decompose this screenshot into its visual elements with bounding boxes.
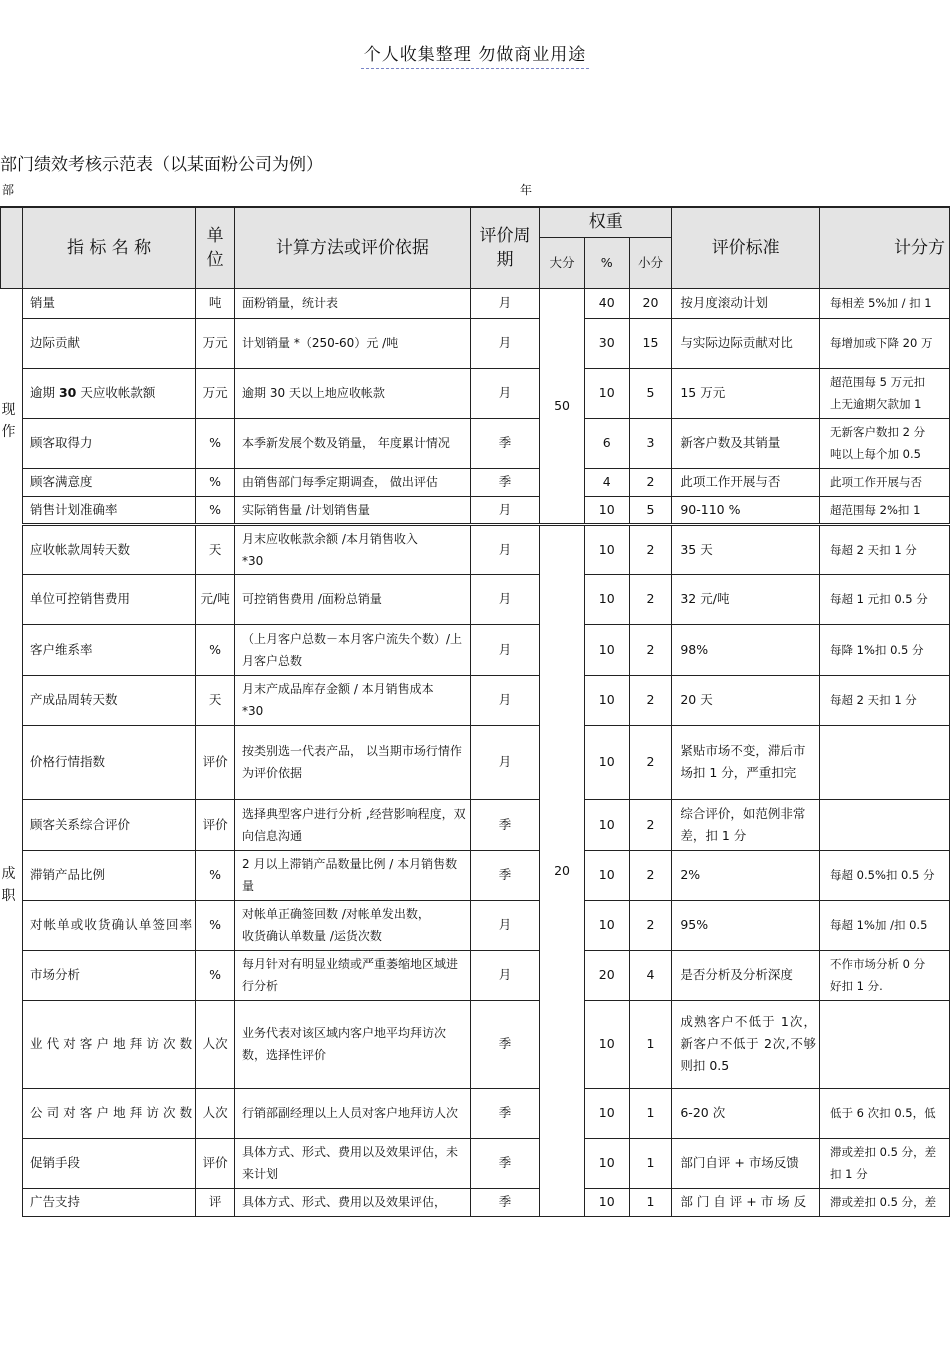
- row-small: 2: [629, 468, 672, 496]
- header-weight-small: 小分: [629, 237, 672, 288]
- row-period: 季: [470, 1088, 539, 1138]
- row-unit: %: [196, 496, 235, 524]
- row-period: 季: [470, 418, 539, 468]
- row-unit: %: [196, 624, 235, 675]
- row-pct: 10: [584, 850, 629, 900]
- row-method: 2 月以上滞销产品数量比例 / 本月销售数量: [235, 850, 471, 900]
- table-row: [1, 574, 950, 624]
- row-standard: 2%: [672, 850, 820, 900]
- row-method: 月末应收帐款余额 /本月销售收入 *30: [235, 524, 471, 574]
- category-label-1: 现作: [1, 402, 16, 441]
- row-method: 计划销量 *（250-60）元 /吨: [235, 318, 471, 368]
- category-cell-1: [1, 288, 23, 524]
- row-period: 月: [470, 318, 539, 368]
- row-pct: 40: [584, 288, 629, 318]
- row-standard: 部 门 自 评 + 市 场 反: [672, 1188, 820, 1216]
- row-small: 3: [629, 418, 672, 468]
- row-score: 此项工作开展与否: [820, 468, 950, 496]
- table-row: [1, 496, 950, 524]
- row-small: 2: [629, 799, 672, 850]
- row-method: 具体方式、形式、费用以及效果评估，未来计划: [235, 1138, 471, 1188]
- row-pct: 10: [584, 1188, 629, 1216]
- row-standard: 20 天: [672, 675, 820, 725]
- row-small: 5: [629, 368, 672, 418]
- row-standard: 95%: [672, 900, 820, 950]
- row-small: 4: [629, 950, 672, 1000]
- row-unit: 元/吨: [196, 574, 235, 624]
- row-method: 对帐单正确签回数 /对帐单发出数， 收货确认单数量 /运货次数: [235, 900, 471, 950]
- category-label-2: 成职: [1, 865, 16, 904]
- row-name: 滞销产品比例: [22, 850, 195, 900]
- header-weight-pct: %: [584, 237, 629, 288]
- row-standard: 90-110 %: [672, 496, 820, 524]
- row-small: 5: [629, 496, 672, 524]
- header-method: 计算方法或评价依据: [235, 207, 471, 288]
- row-method: 具体方式、形式、费用以及效果评估，: [235, 1188, 471, 1216]
- row-score: 每超 2 天扣 1 分: [820, 675, 950, 725]
- header-name: 指 标 名 称: [22, 207, 195, 288]
- row-pct: 10: [584, 799, 629, 850]
- row-name: 促销手段: [22, 1138, 195, 1188]
- row-name: 边际贡献: [22, 318, 195, 368]
- table-row: [1, 1188, 950, 1216]
- row-method: 选择典型客户进行分析 ,经营影响程度，双向信息沟通: [235, 799, 471, 850]
- table-row: [1, 624, 950, 675]
- row-unit: %: [196, 468, 235, 496]
- row-score: 滞或差扣 0.5 分，差: [820, 1188, 950, 1216]
- row-standard: 与实际边际贡献对比: [672, 318, 820, 368]
- row-standard: 32 元/吨: [672, 574, 820, 624]
- row-small: 1: [629, 1138, 672, 1188]
- table-row: [1, 368, 950, 418]
- row-unit: %: [196, 850, 235, 900]
- table-row: [1, 799, 950, 850]
- row-pct: 10: [584, 524, 629, 574]
- row-unit: 人次: [196, 1088, 235, 1138]
- row-standard: 98%: [672, 624, 820, 675]
- row-standard: 综合评价，如范例非常差，扣 1 分: [672, 799, 820, 850]
- row-pct: 30: [584, 318, 629, 368]
- row-pct: 10: [584, 1088, 629, 1138]
- row-unit: 评: [196, 1188, 235, 1216]
- row-method: 每月针对有明显业绩或严重萎缩地区域进行分析: [235, 950, 471, 1000]
- table-row: [1, 1000, 950, 1088]
- row-unit: %: [196, 950, 235, 1000]
- row-pct: 6: [584, 418, 629, 468]
- row-standard: 新客户数及其销量: [672, 418, 820, 468]
- row-standard: 15 万元: [672, 368, 820, 418]
- row-pct: 10: [584, 496, 629, 524]
- row-unit: %: [196, 418, 235, 468]
- row-score: 每相差 5%加 / 扣 1: [820, 288, 950, 318]
- row-score: 超范围每 2%扣 1: [820, 496, 950, 524]
- row-score: 每超 0.5%扣 0.5 分: [820, 850, 950, 900]
- header-weight: 权重: [540, 207, 672, 237]
- row-name: 市场分析: [22, 950, 195, 1000]
- row-method: 行销部副经理以上人员对客户地拜访人次: [235, 1088, 471, 1138]
- row-pct: 10: [584, 368, 629, 418]
- row-standard: 紧贴市场不变，滞后市场扣 1 分，严重扣完: [672, 725, 820, 799]
- row-score: 低于 6 次扣 0.5，低: [820, 1088, 950, 1138]
- row-pct: 20: [584, 950, 629, 1000]
- row-unit: 万元: [196, 318, 235, 368]
- row-small: 1: [629, 1088, 672, 1138]
- row-method: 本季新发展个数及销量， 年度累计情况: [235, 418, 471, 468]
- row-score: 每降 1%扣 0.5 分: [820, 624, 950, 675]
- row-standard: 是否分析及分析深度: [672, 950, 820, 1000]
- row-name-pre: 逾期: [29, 385, 59, 400]
- table-row: [1, 468, 950, 496]
- row-period: 月: [470, 496, 539, 524]
- row-pct: 10: [584, 574, 629, 624]
- table-row: [1, 675, 950, 725]
- row-score: 超范围每 5 万元扣 上无逾期欠款加 1: [820, 368, 950, 418]
- row-score: 滞或差扣 0.5 分，差 扣 1 分: [820, 1138, 950, 1188]
- row-standard: 成熟客户不低于 1次，新客户不低于 2次,不够则扣 0.5: [672, 1000, 820, 1088]
- row-period: 月: [470, 574, 539, 624]
- row-period: 月: [470, 288, 539, 318]
- row-small: 2: [629, 900, 672, 950]
- row-method: 按类别选一代表产品， 以当期市场行情作为评价依据: [235, 725, 471, 799]
- row-name: 产成品周转天数: [22, 675, 195, 725]
- row-pct: 10: [584, 675, 629, 725]
- row-score: 每超 1 元扣 0.5 分: [820, 574, 950, 624]
- row-name: 客户维系率: [22, 624, 195, 675]
- row-period: 月: [470, 524, 539, 574]
- row-pct: 10: [584, 1000, 629, 1088]
- row-name-post: 天应收帐款额: [76, 385, 156, 400]
- row-method: （上月客户总数－本月客户流失个数）/上月客户总数: [235, 624, 471, 675]
- row-unit: 评价: [196, 725, 235, 799]
- row-method: 实际销售量 /计划销售量: [235, 496, 471, 524]
- header-row: [1, 207, 950, 237]
- row-method: 逾期 30 天以上地应收帐款: [235, 368, 471, 418]
- header-weight-big: 大分: [540, 237, 585, 288]
- document-title: 部门绩效考核示范表（以某面粉公司为例）: [0, 155, 323, 175]
- row-score: 每超 2 天扣 1 分: [820, 524, 950, 574]
- header-score: 计分方: [820, 207, 950, 288]
- row-period: 季: [470, 1000, 539, 1088]
- row-score: 无新客户数扣 2 分 吨以上每个加 0.5: [820, 418, 950, 468]
- table-row: [1, 1138, 950, 1188]
- big-weight-2: 20: [540, 524, 585, 1216]
- row-name: 对帐单或收货确认单签回率: [22, 900, 195, 950]
- row-period: 月: [470, 675, 539, 725]
- row-unit: %: [196, 900, 235, 950]
- row-small: 1: [629, 1188, 672, 1216]
- header-category-cell: [1, 207, 23, 288]
- table-row: [1, 418, 950, 468]
- row-method: 面粉销量，统计表: [235, 288, 471, 318]
- kpi-table: [0, 206, 950, 1217]
- row-name: 广告支持: [22, 1188, 195, 1216]
- row-unit: 评价: [196, 799, 235, 850]
- row-period: 季: [470, 799, 539, 850]
- row-name: 公司对客户地拜访次数: [22, 1088, 195, 1138]
- row-method: 可控销售费用 /面粉总销量: [235, 574, 471, 624]
- row-pct: 10: [584, 624, 629, 675]
- row-period: 月: [470, 624, 539, 675]
- big-weight-1: 50: [540, 288, 585, 524]
- row-unit: 吨: [196, 288, 235, 318]
- header-note: [0, 40, 950, 65]
- row-pct: 10: [584, 725, 629, 799]
- row-standard: 按月度滚动计划: [672, 288, 820, 318]
- row-unit: 评价: [196, 1138, 235, 1188]
- row-score: [820, 799, 950, 850]
- header-period: 评价周期: [470, 207, 539, 288]
- category-cell-2: [1, 524, 23, 1000]
- row-name: 单位可控销售费用: [22, 574, 195, 624]
- row-small: 2: [629, 624, 672, 675]
- row-period: 季: [470, 468, 539, 496]
- row-name: 业代对客户地拜访次数: [22, 1000, 195, 1088]
- row-method: 业务代表对该区域内客户地平均拜访次数，选择性评价: [235, 1000, 471, 1088]
- row-small: 1: [629, 1000, 672, 1088]
- header-standard: 评价标准: [672, 207, 820, 288]
- header-note-text: 个人收集整理 勿做商业用途: [361, 45, 589, 69]
- table-row: [1, 524, 950, 574]
- row-name-days: 30: [58, 385, 77, 400]
- table-row: [1, 318, 950, 368]
- row-name: 顾客满意度: [22, 468, 195, 496]
- row-standard: 此项工作开展与否: [672, 468, 820, 496]
- row-score: [820, 725, 950, 799]
- row-standard: 35 天: [672, 524, 820, 574]
- row-pct: 10: [584, 900, 629, 950]
- row-unit: 天: [196, 675, 235, 725]
- row-standard: 部门自评 + 市场反馈: [672, 1138, 820, 1188]
- row-small: 2: [629, 725, 672, 799]
- row-score: 不作市场分析 0 分 好扣 1 分.: [820, 950, 950, 1000]
- row-period: 月: [470, 368, 539, 418]
- row-name: 顾客关系综合评价: [22, 799, 195, 850]
- row-score: 每增加或下降 20 万: [820, 318, 950, 368]
- row-small: 2: [629, 675, 672, 725]
- row-period: 月: [470, 950, 539, 1000]
- table-row: [1, 950, 950, 1000]
- row-name: 销量: [22, 288, 195, 318]
- row-unit: 人次: [196, 1000, 235, 1088]
- row-name: [22, 368, 195, 418]
- row-period: 月: [470, 900, 539, 950]
- row-small: 15: [629, 318, 672, 368]
- row-small: 2: [629, 850, 672, 900]
- table-row: [1, 288, 950, 318]
- table-row: [1, 725, 950, 799]
- year-label: 年: [520, 183, 533, 197]
- row-unit: 万元: [196, 368, 235, 418]
- row-standard: 6-20 次: [672, 1088, 820, 1138]
- row-period: 季: [470, 1188, 539, 1216]
- department-label: 部: [2, 183, 15, 197]
- row-name: 销售计划准确率: [22, 496, 195, 524]
- row-small: 2: [629, 524, 672, 574]
- row-period: 季: [470, 1138, 539, 1188]
- row-period: 季: [470, 850, 539, 900]
- row-score: [820, 1000, 950, 1088]
- table-row: [1, 850, 950, 900]
- row-small: 20: [629, 288, 672, 318]
- table-row: [1, 1088, 950, 1138]
- header-unit: 单位: [196, 207, 235, 288]
- row-pct: 4: [584, 468, 629, 496]
- row-small: 2: [629, 574, 672, 624]
- table-row: [1, 900, 950, 950]
- row-score: 每超 1%加 /扣 0.5: [820, 900, 950, 950]
- row-pct: 10: [584, 1138, 629, 1188]
- row-name: 顾客取得力: [22, 418, 195, 468]
- row-name: 价格行情指数: [22, 725, 195, 799]
- row-name: 应收帐款周转天数: [22, 524, 195, 574]
- row-unit: 天: [196, 524, 235, 574]
- row-period: 月: [470, 725, 539, 799]
- row-method: 由销售部门每季定期调查， 做出评估: [235, 468, 471, 496]
- category-cell-3: [1, 1000, 23, 1216]
- row-method: 月末产成品库存金额 / 本月销售成本 *30: [235, 675, 471, 725]
